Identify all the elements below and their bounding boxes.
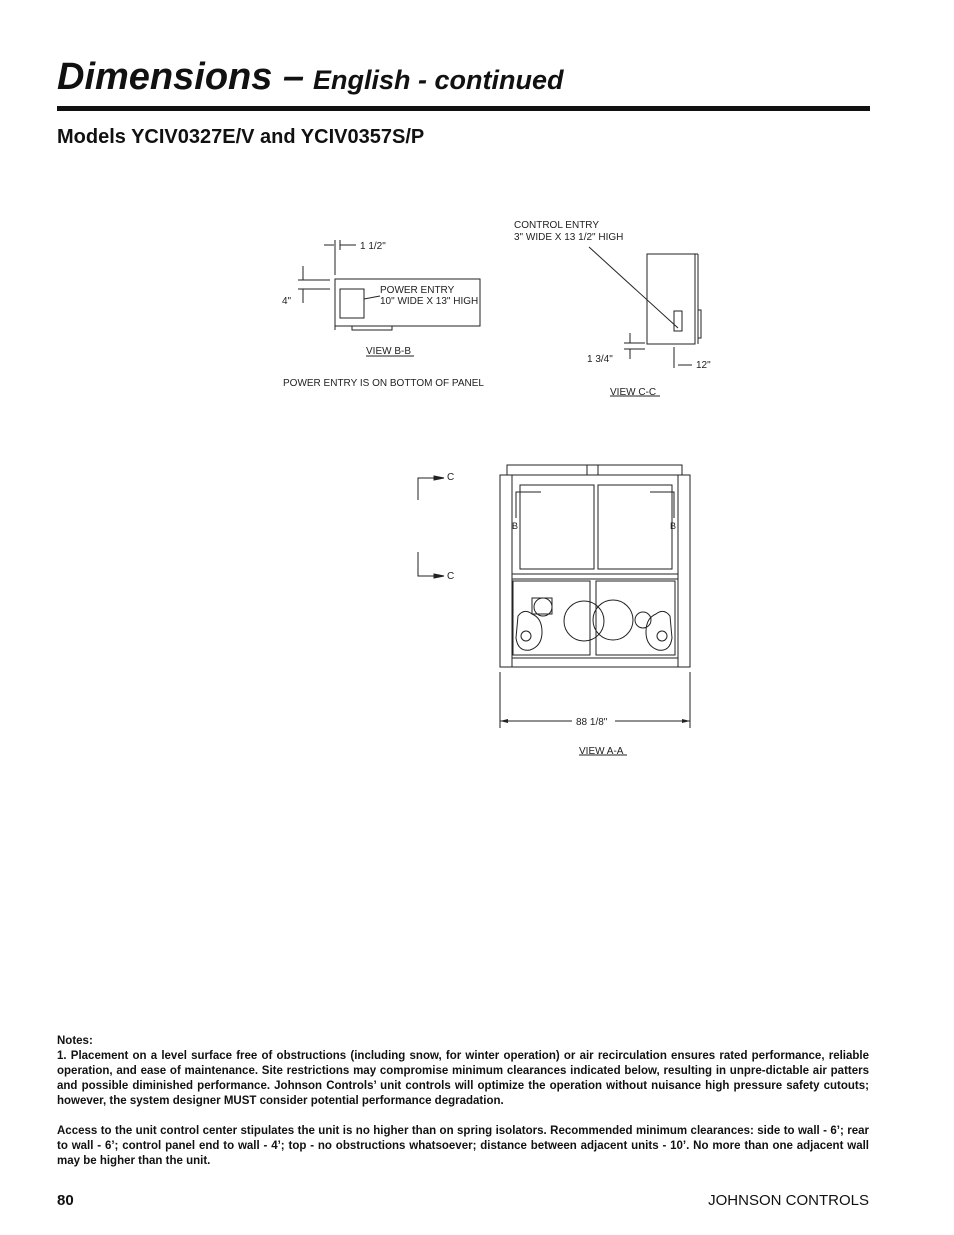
view-bb-entry-line2: 10" WIDE X 13" HIGH: [380, 296, 479, 307]
page-number: 80: [57, 1192, 74, 1209]
view-aa-width-dim: 88 1/8": [576, 717, 608, 728]
view-bb-dim-top: 1 1/2": [360, 241, 386, 252]
view-bb-note: POWER ENTRY IS ON BOTTOM OF PANEL: [283, 378, 484, 389]
view-cc-entry-line1: CONTROL ENTRY: [514, 220, 600, 231]
notes-heading: Notes:: [57, 1035, 93, 1047]
view-cc-label: VIEW C-C: [610, 387, 657, 398]
view-aa-label: VIEW A-A: [579, 746, 624, 757]
view-bb-dim-side: 4": [282, 296, 292, 307]
section-title: Models YCIV0327E/V and YCIV0357S/P: [57, 126, 425, 148]
note-2: Access to the unit control center stipulates the unit is no higher than on spring isolators. Recommended minimum clearances: side to wall - 6’; rear to wall - 6’; control panel end to wall - 4’; top - no obstructions whatsoever; distance between adjacent units - 10’. No more than one adjacent wall may be higher than the unit.: [57, 1125, 869, 1167]
arrow-icon: [682, 719, 690, 723]
view-bb-label: VIEW B-B: [366, 346, 412, 357]
view-bb-entry-line1: POWER ENTRY: [380, 285, 455, 296]
view-aa-drawing: [418, 465, 690, 755]
section-mark-c-top: C: [447, 472, 455, 483]
footer-brand: JOHNSON CONTROLS: [708, 1192, 869, 1209]
notes-spacer: [57, 1109, 869, 1124]
section-mark-b-right: B: [670, 521, 677, 531]
section-mark-b-left: B: [512, 521, 519, 531]
note-1: 1. Placement on a level surface free of obstructions (including snow, for winter operation) or air recirculation ensures rated performance, reliable operation, and ease of maintenance. Site restrictions may compromise minimum clearances indicated below, resulting in unpre-dictable air patters and possible diminished performance. Johnson Controls’ unit controls will optimize the operation without nuisance high pressure safety cutouts; however, the system designer MUST consider potential performance degradation.: [57, 1050, 869, 1107]
title-sub: English - continued: [312, 65, 564, 95]
view-cc-drawing: [589, 247, 701, 396]
section-mark-c-bottom: C: [447, 571, 455, 582]
title-main: Dimensions –: [57, 56, 305, 98]
view-cc-dim-bottom: 1 3/4": [587, 354, 613, 365]
notes: [57, 1034, 869, 1169]
view-cc-dim-side: 12": [696, 360, 711, 371]
arrow-icon: [500, 719, 508, 723]
view-cc-entry-line2: 3" WIDE X 13 1/2" HIGH: [514, 232, 624, 243]
